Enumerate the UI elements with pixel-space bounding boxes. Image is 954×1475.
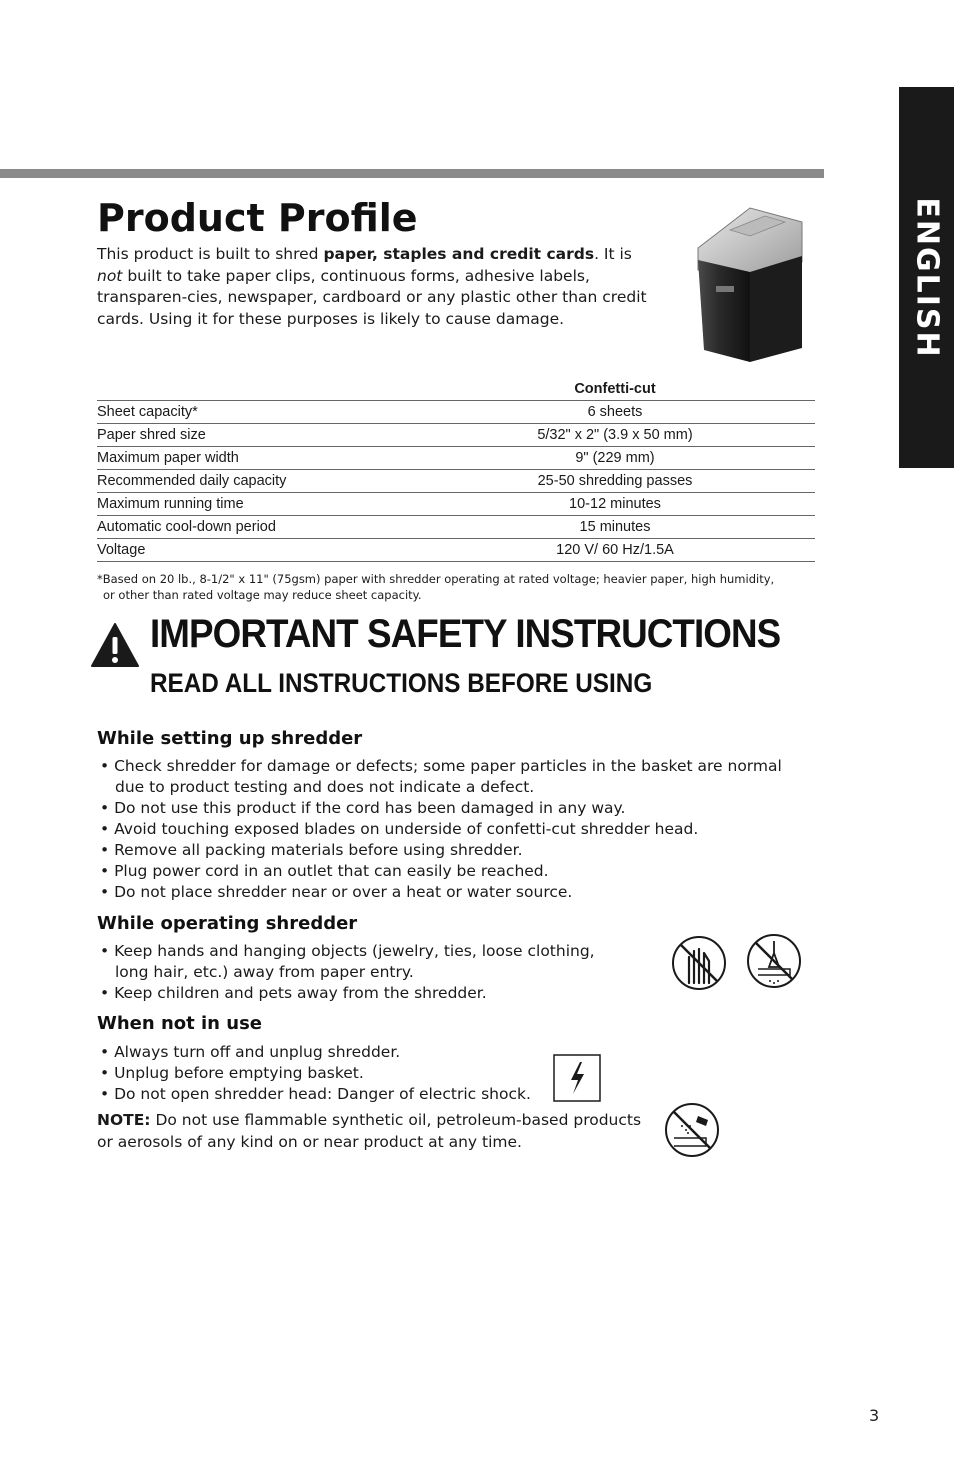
intro-bold: paper, staples and credit cards <box>323 245 595 263</box>
no-hands-icon <box>671 935 727 991</box>
page-title: Product Profile <box>97 196 418 240</box>
spec-table-column-header: Confetti-cut <box>415 378 815 401</box>
spec-value: 6 sheets <box>415 401 815 424</box>
section-heading-operating: While operating shredder <box>97 913 358 934</box>
intro-italic: not <box>97 266 123 285</box>
spec-label: Sheet capacity* <box>97 401 415 424</box>
list-item: • Avoid touching exposed blades on underside of confetti-cut shredder head. <box>100 819 800 840</box>
intro-text-2: . It is <box>594 245 632 263</box>
footnote <box>97 571 817 603</box>
intro-paragraph <box>97 244 662 330</box>
spec-value: 25-50 shredding passes <box>415 470 815 493</box>
list-item: • Plug power cord in an outlet that can easily be reached. <box>100 861 800 882</box>
no-hanging-objects-icon <box>746 933 802 989</box>
language-tab-label: ENGLISH <box>909 196 944 359</box>
list-item: • Keep hands and hanging objects (jewelry, ties, loose clothing, long hair, etc.) away from paper entry. <box>100 941 600 983</box>
spec-label: Automatic cool-down period <box>97 516 415 539</box>
note-paragraph <box>97 1110 652 1153</box>
spec-label: Voltage <box>97 539 415 562</box>
spec-label: Paper shred size <box>97 424 415 447</box>
table-row <box>97 447 815 470</box>
spec-table-blank-header <box>97 378 415 401</box>
not-in-use-list <box>100 1042 560 1105</box>
no-aerosol-icon <box>664 1102 720 1158</box>
table-row <box>97 401 815 424</box>
list-item: • Check shredder for damage or defects; some paper particles in the basket are normal due to product testing and does not indicate a defect. <box>100 756 800 798</box>
footnote-line-1: *Based on 20 lb., 8-1/2" x 11" (75gsm) paper with shredder operating at rated voltage; heavier paper, high humidity, <box>97 572 775 586</box>
spec-value: 5/32" x 2" (3.9 x 50 mm) <box>415 424 815 447</box>
list-item: • Always turn off and unplug shredder. <box>100 1042 560 1063</box>
table-row <box>97 470 815 493</box>
table-row <box>97 424 815 447</box>
list-item: • Do not open shredder head: Danger of electric shock. <box>100 1084 560 1105</box>
product-photo <box>690 200 808 365</box>
intro-text-3: built to take paper clips, continuous forms, adhesive labels, transparen-cies, newspaper, cardboard or any plastic other than credit cards. Using it for these purposes is likely to cause damage. <box>97 266 647 328</box>
list-item: • Remove all packing materials before using shredder. <box>100 840 800 861</box>
setup-list <box>100 756 800 903</box>
spec-label: Maximum paper width <box>97 447 415 470</box>
note-text: Do not use flammable synthetic oil, petroleum-based products or aerosols of any kind on or near product at any time. <box>97 1111 642 1151</box>
table-row <box>97 516 815 539</box>
spec-value: 15 minutes <box>415 516 815 539</box>
safety-subheading: READ ALL INSTRUCTIONS BEFORE USING <box>150 668 653 698</box>
list-item: • Do not use this product if the cord has been damaged in any way. <box>100 798 800 819</box>
spec-table-header-row <box>97 378 815 401</box>
table-row <box>97 539 815 562</box>
intro-text-1: This product is built to shred <box>97 245 324 263</box>
spec-value: 9" (229 mm) <box>415 447 815 470</box>
spec-value: 10-12 minutes <box>415 493 815 516</box>
spec-table <box>97 378 815 562</box>
footnote-line-2: or other than rated voltage may reduce sheet capacity. <box>103 588 422 602</box>
spec-label: Recommended daily capacity <box>97 470 415 493</box>
spec-label: Maximum running time <box>97 493 415 516</box>
electric-shock-icon <box>553 1054 601 1102</box>
warning-triangle-icon <box>90 622 140 668</box>
section-heading-setup: While setting up shredder <box>97 728 363 749</box>
section-heading-not-in-use: When not in use <box>97 1013 262 1034</box>
list-item: • Keep children and pets away from the shredder. <box>100 983 600 1004</box>
top-rule <box>0 169 824 178</box>
spec-value: 120 V/ 60 Hz/1.5A <box>415 539 815 562</box>
note-label: NOTE: <box>97 1111 151 1129</box>
page-number: 3 <box>869 1406 880 1425</box>
operating-list <box>100 941 600 1004</box>
safety-heading: IMPORTANT SAFETY INSTRUCTIONS <box>150 612 781 656</box>
list-item: • Do not place shredder near or over a heat or water source. <box>100 882 800 903</box>
table-row <box>97 493 815 516</box>
list-item: • Unplug before emptying basket. <box>100 1063 560 1084</box>
language-tab <box>899 87 954 468</box>
